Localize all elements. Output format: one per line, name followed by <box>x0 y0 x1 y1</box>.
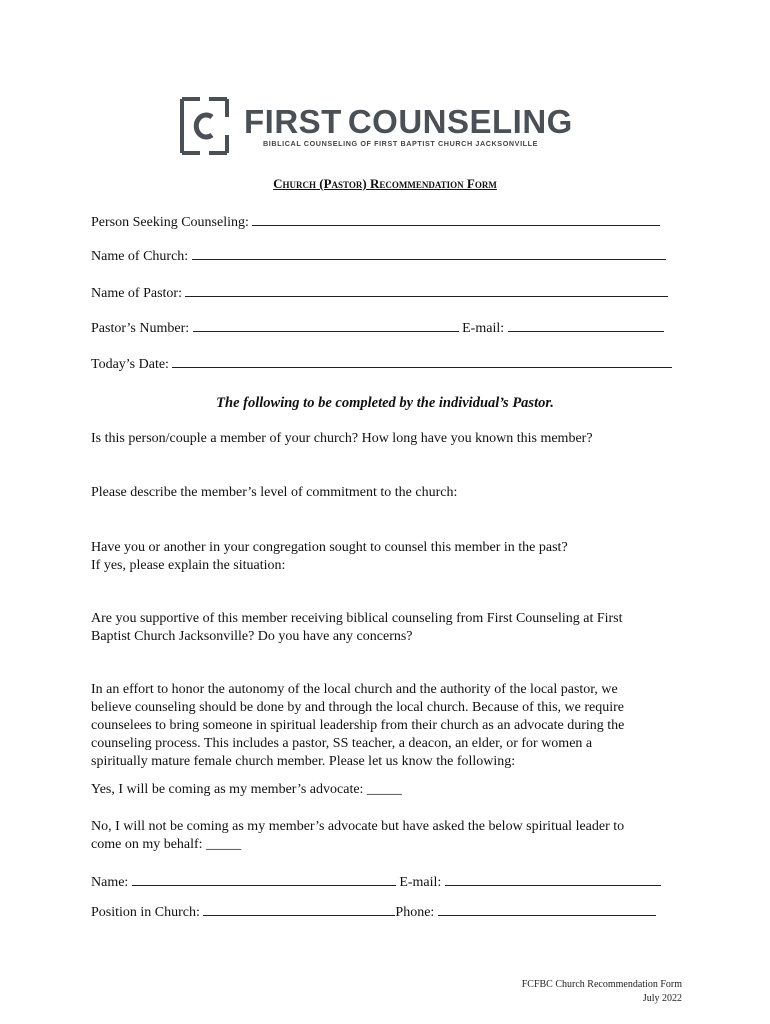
leader-email-blank[interactable] <box>445 872 661 886</box>
todays-date-field <box>91 354 672 373</box>
advocate-no-line2: come on my behalf: _____ <box>91 837 242 852</box>
logo-tagline: BIBLICAL COUNSELING OF FIRST BAPTIST CHURCH JACKSONVILLE <box>263 139 539 148</box>
question-membership: Is this person/couple a member of your church? How long have you known this member? <box>91 431 593 446</box>
church-name-blank[interactable] <box>192 246 666 260</box>
todays-date-label: Today’s Date: <box>91 357 169 372</box>
advocate-paragraph-line4: counseling process. This includes a pastor, SS teacher, a deacon, an elder, or for women a <box>91 736 593 751</box>
leader-position-blank[interactable] <box>203 902 395 916</box>
advocate-paragraph-line5: spiritually mature female church member. Please let us know the following: <box>91 754 516 769</box>
person-seeking-label: Person Seeking Counseling: <box>91 215 249 230</box>
question-support-line1: Are you supportive of this member receiving biblical counseling from First Counseling at First <box>91 611 623 626</box>
pastor-number-blank[interactable] <box>193 318 459 332</box>
advocate-no-line1: No, I will not be coming as my member’s advocate but have asked the below spiritual leader to <box>91 819 625 834</box>
pastor-name-blank[interactable] <box>185 283 668 297</box>
leader-name-label: Name: <box>91 875 129 890</box>
footer <box>522 978 682 1006</box>
question-support-line2: Baptist Church Jacksonville? Do you have any concerns? <box>91 629 413 644</box>
pastor-name-label: Name of Pastor: <box>91 286 182 301</box>
leader-name-row <box>91 872 661 891</box>
logo-first: FIRST <box>244 103 342 140</box>
logo-mark <box>180 97 229 155</box>
leader-phone-blank[interactable] <box>438 902 656 916</box>
logo-counseling: COUNSELING <box>347 103 573 140</box>
advocate-no-option[interactable] <box>91 818 691 854</box>
question-past-counsel-line2: If yes, please explain the situation: <box>91 558 286 573</box>
footer-date: July 2022 <box>642 993 682 1004</box>
footer-form-name: FCFBC Church Recommendation Form <box>521 979 682 990</box>
advocate-yes-option[interactable]: Yes, I will be coming as my member’s advocate: _____ <box>91 782 402 797</box>
question-past-counsel-line1: Have you or another in your congregation sought to counsel this member in the past? <box>91 540 568 555</box>
leader-email-label: E-mail: <box>399 875 442 890</box>
advocate-paragraph-line3: counselees to bring someone in spiritual leadership from their church as an advocate during the <box>91 718 625 733</box>
advocate-paragraph-line2: believe counseling should be done by and through the local church. Because of this, we require <box>91 700 625 715</box>
leader-phone-label: Phone: <box>395 905 435 920</box>
church-name-field <box>91 246 666 265</box>
pastor-name-field <box>91 283 668 302</box>
pastor-number-label: Pastor’s Number: <box>91 321 190 336</box>
leader-position-label: Position in Church: <box>91 905 200 920</box>
leader-position-row <box>91 902 656 921</box>
pastor-email-blank[interactable] <box>508 318 664 332</box>
logo-wordmark <box>244 104 573 140</box>
todays-date-blank[interactable] <box>172 354 672 368</box>
question-commitment: Please describe the member’s level of commitment to the church: <box>91 485 458 500</box>
advocate-paragraph-line1: In an effort to honor the autonomy of the local church and the authority of the local pastor, we <box>91 682 618 697</box>
pastor-instruction: The following to be completed by the individual’s Pastor. <box>216 395 554 411</box>
form-title: Church (Pastor) Recommendation Form <box>273 176 497 191</box>
pastor-number-field <box>91 318 664 337</box>
pastor-email-label: E-mail: <box>462 321 505 336</box>
leader-name-blank[interactable] <box>132 872 396 886</box>
advocate-paragraph <box>91 681 691 771</box>
church-name-label: Name of Church: <box>91 249 189 264</box>
person-seeking-blank[interactable] <box>252 212 660 226</box>
question-support <box>91 610 681 646</box>
person-seeking-field <box>91 212 660 231</box>
question-past-counsel <box>91 539 681 575</box>
